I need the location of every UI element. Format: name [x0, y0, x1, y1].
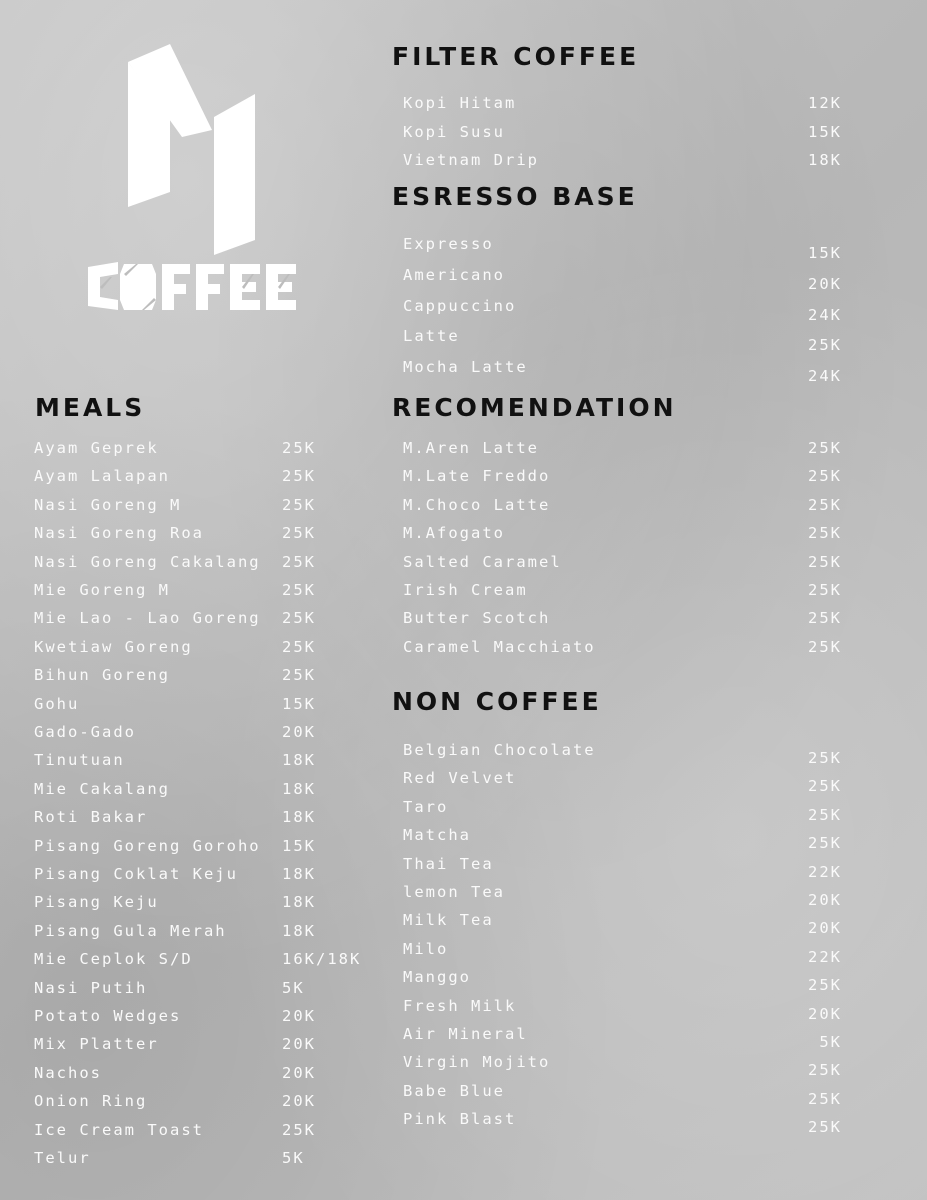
menu-item-price: 12K — [808, 94, 842, 112]
menu-item-name: Nasi Goreng M — [34, 495, 182, 514]
menu-item-name: Americano — [403, 265, 505, 284]
menu-item-price: 25K — [282, 637, 316, 656]
section-title-recommendation: RECOMENDATION — [392, 393, 677, 422]
menu-item-price: 25K — [282, 581, 316, 599]
menu-item-name: Pisang Gula Merah — [34, 921, 227, 940]
menu-item-price: 25K — [808, 609, 842, 628]
menu-item-name: Kopi Hitam — [403, 94, 517, 112]
menu-item-name: Manggo — [403, 968, 471, 987]
menu-item-name: lemon Tea — [403, 883, 505, 901]
menu-item-name: Salted Caramel — [403, 552, 562, 571]
menu-item-price: 25K — [808, 637, 842, 656]
menu-item-name: Caramel Macchiato — [403, 637, 596, 656]
menu-item-price: 18K — [808, 151, 842, 169]
menu-item-price: 5K — [282, 1149, 305, 1167]
menu-item-name: Ayam Lalapan — [34, 467, 170, 486]
menu-item-price: 25K — [808, 552, 842, 571]
section-title-non-coffee: NON COFFEE — [392, 687, 602, 716]
menu-item-price: 18K — [282, 808, 316, 827]
menu-item-name: Red Velvet — [403, 769, 517, 788]
menu-item-price: 20K — [808, 919, 842, 938]
menu-item-name: Fresh Milk — [403, 996, 517, 1015]
menu-item-name: Gado-Gado — [34, 723, 136, 741]
section-title-meals: MEALS — [35, 393, 146, 422]
menu-item-name: Mie Ceplok S/D — [34, 950, 193, 969]
menu-item-price: 25K — [808, 495, 842, 514]
menu-item-name: Virgin Mojito — [403, 1053, 551, 1072]
menu-item-price: 18K — [282, 779, 316, 798]
menu-item-name: Mix Platter — [34, 1035, 159, 1054]
menu-item-price: 25K — [808, 749, 842, 767]
menu-item-price: 25K — [808, 777, 842, 796]
menu-item-price: 20K — [282, 723, 316, 741]
menu-item-price: 25K — [282, 552, 316, 571]
menu-item-price: 25K — [282, 439, 316, 457]
menu-item-price: 25K — [808, 439, 842, 457]
menu-item-name: Pisang Keju — [34, 893, 159, 912]
menu-item-name: Mocha Latte — [403, 358, 528, 377]
menu-item-name: Telur — [34, 1149, 91, 1167]
menu-item-name: Nasi Goreng Cakalang — [34, 552, 261, 571]
menu-item-name: Butter Scotch — [403, 609, 551, 628]
menu-item-price: 25K — [808, 1118, 842, 1137]
menu-item-name: Tinutuan — [34, 751, 125, 770]
menu-item-price: 25K — [808, 976, 842, 995]
menu-item-name: Nasi Goreng Roa — [34, 524, 204, 543]
menu-item-price: 25K — [808, 581, 842, 599]
menu-item-price: 25K — [808, 1089, 842, 1108]
menu-item-price: 15K — [808, 244, 842, 262]
menu-item-name: Belgian Chocolate — [403, 741, 596, 759]
menu-item-name: Ice Cream Toast — [34, 1120, 204, 1139]
menu-item-name: Roti Bakar — [34, 808, 148, 827]
menu-item-price: 20K — [282, 1007, 316, 1025]
menu-item-name: Vietnam Drip — [403, 151, 539, 169]
menu-item-price: 20K — [282, 1035, 316, 1054]
menu-item-price: 24K — [808, 367, 842, 386]
menu-item-price: 18K — [282, 865, 316, 883]
menu-item-name: Kwetiaw Goreng — [34, 637, 193, 656]
menu-item-name: Air Mineral — [403, 1025, 528, 1043]
menu-item-name: Potato Wedges — [34, 1007, 182, 1025]
menu-item-name: Mie Goreng M — [34, 581, 170, 599]
menu-item-name: Kopi Susu — [403, 122, 505, 141]
menu-item-price: 5K — [819, 1033, 842, 1051]
menu-item-price: 25K — [808, 467, 842, 486]
section-title-espresso-base: ESRESSO BASE — [392, 182, 638, 211]
menu-item-name: M.Afogato — [403, 524, 505, 543]
menu-item-name: Milk Tea — [403, 911, 494, 930]
menu-item-name: Milo — [403, 939, 449, 958]
menu-item-name: M.Aren Latte — [403, 439, 539, 457]
menu-item-name: Irish Cream — [403, 581, 528, 599]
menu-item-price: 22K — [808, 947, 842, 966]
menu-item-price: 15K — [808, 122, 842, 141]
menu-item-price: 25K — [808, 805, 842, 824]
menu-item-price: 18K — [282, 751, 316, 770]
menu-item-price: 22K — [808, 862, 842, 881]
menu-item-price: 25K — [282, 524, 316, 543]
menu-item-price: 20K — [282, 1063, 316, 1082]
menu-item-price: 25K — [282, 609, 316, 628]
menu-item-name: Thai Tea — [403, 854, 494, 873]
menu-item-price: 25K — [808, 336, 842, 355]
menu-item-name: Expresso — [403, 235, 494, 253]
menu-item-name: Ayam Geprek — [34, 439, 159, 457]
menu-item-price: 5K — [282, 978, 305, 997]
menu-item-name: Matcha — [403, 826, 471, 845]
menu-item-name: Nasi Putih — [34, 978, 148, 997]
menu-item-price: 25K — [282, 666, 316, 685]
menu-item-name: Taro — [403, 797, 449, 816]
menu-item-price: 18K — [282, 921, 316, 940]
brand-logo — [80, 42, 310, 322]
menu-item-name: Cappuccino — [403, 296, 517, 315]
menu-item-name: Pisang Coklat Keju — [34, 865, 238, 883]
menu-item-name: Pink Blast — [403, 1110, 517, 1129]
menu-item-price: 24K — [808, 305, 842, 324]
menu-item-name: Nachos — [34, 1063, 102, 1082]
menu-item-price: 25K — [282, 467, 316, 486]
menu-item-price: 20K — [282, 1092, 316, 1111]
menu-item-price: 25K — [808, 834, 842, 853]
menu-item-price: 15K — [282, 694, 316, 713]
menu-item-name: Mie Lao - Lao Goreng — [34, 609, 261, 628]
menu-item-name: Pisang Goreng Goroho — [34, 836, 261, 855]
menu-item-name: Babe Blue — [403, 1081, 505, 1100]
menu-item-price: 25K — [282, 1120, 316, 1139]
section-title-filter-coffee: FILTER COFFEE — [392, 42, 640, 71]
menu-item-name: Gohu — [34, 694, 80, 713]
menu-item-price: 15K — [282, 836, 316, 855]
menu-item-name: M.Late Freddo — [403, 467, 551, 486]
menu-item-price: 25K — [282, 495, 316, 514]
menu-item-name: Bihun Goreng — [34, 666, 170, 685]
menu-item-price: 16K/18K — [282, 950, 362, 969]
menu-item-price: 18K — [282, 893, 316, 912]
menu-item-name: Latte — [403, 327, 460, 346]
menu-item-name: M.Choco Latte — [403, 495, 551, 514]
menu-item-price: 20K — [808, 274, 842, 293]
brand-logo-mark — [80, 42, 310, 322]
menu-item-price: 25K — [808, 1061, 842, 1080]
menu-item-name: Mie Cakalang — [34, 779, 170, 798]
menu-item-price: 20K — [808, 891, 842, 909]
menu-item-name: Onion Ring — [34, 1092, 148, 1111]
menu-item-price: 25K — [808, 524, 842, 543]
menu-item-price: 20K — [808, 1004, 842, 1023]
